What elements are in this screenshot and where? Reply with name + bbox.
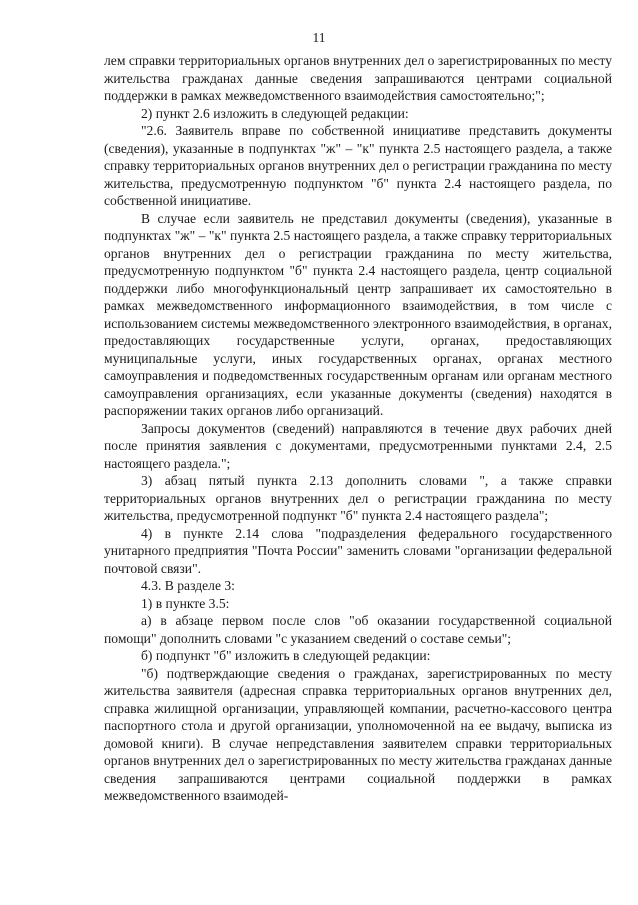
paragraph-continuation: лем справки территориальных органов внутренних дел о зарегистрированных по месту жительства гражданах данные сведения запрашиваются центрами социальной поддержки в рамках межведомственного взаимодействия самостоятельно;"; — [104, 53, 612, 103]
paragraph-subitem-b-text: "б) подтверждающие сведения о гражданах, зарегистрированных по месту жительства заявителя (адресная справка территориальных органов внутренних дел, справка жилищной организации, управляющей компании, расчетно-кассового центра паспортного стола и другой организации, уполномоченной на ее выдачу, выписка из домовой книги). В случае непредставления заявителем справки территориальных органов внутренних дел о зарегистрированных по месту жительства гражданах данные сведения запрашиваются центрами социальной поддержки в рамках межведомственного взаимодей- — [104, 665, 612, 803]
paragraph-item-1-3-5: 1) в пункте 3.5: — [141, 595, 230, 611]
page-number: 11 — [312, 30, 326, 45]
paragraph-clause-2-6: "2.6. Заявитель вправе по собственной инициативе представить документы (сведения), указанные в подпунктах "ж" – "к" пункта 2.5 настоящего раздела, а также справку территориальных органов внутренних дел о регистрации гражданина по месту жительства, предусмотренную подпунктом "б" пункта 2.4 настоящего раздела, по собственной инициативе. — [104, 123, 612, 208]
paragraph-requests-timing: Запросы документов (сведений) направляются в течение двух рабочих дней после принятия заявления с документами, предусмотренными пунктами 2.4, 2.5 настоящего раздела."; — [104, 420, 612, 471]
paragraph-item-3: 3) абзац пятый пункта 2.13 дополнить словами ", а также справки территориальных органов внутренних дел о регистрации гражданина по месту жительства, предусмотренной подпункт "б" пункта 2.4 настоящего раздела"; — [104, 473, 612, 523]
paragraph-item-4: 4) в пункте 2.14 слова "подразделения федерального государственного унитарного предприятия "Почта России" заменить словами "организации федеральной почтовой связи". — [104, 525, 612, 576]
paragraph-request-case: В случае если заявитель не представил документы (сведения), указанные в подпунктах "ж" – "к" пункта 2.5 настоящего раздела, а также справку территориальных органов внутренних дел о регистрации гражданина по месту жительства, предусмотренную подпунктом "б" пункта 2.4 настоящего раздела, центр социальной поддержки либо многофункциональный центр запрашивает их самостоятельно в рамках межведомственного информационного взаимодействия, в том числе с использованием системы межведомственного электронного взаимодействия, в органах, предоставляющих государственные услуги, органах, предоставляющих муниципальные услуги, иных государственных органах, органах местного самоуправления и подведомственных государственным органам или органам местного самоуправления организациях, если указанные документы (сведения) находятся в распоряжении таких органов либо организаций. — [104, 210, 612, 418]
paragraph-subitem-a: а) в абзаце первом после слов "об оказании государственной социальной помощи" дополнить словами "с указанием сведений о составе семьи"; — [104, 613, 612, 646]
paragraph-section-4-3: 4.3. В разделе 3: — [141, 578, 235, 593]
document-body — [104, 52, 612, 805]
paragraph-subitem-b: б) подпункт "б" изложить в следующей редакции: — [141, 648, 431, 663]
paragraph-item-2: 2) пункт 2.6 изложить в следующей редакции: — [141, 105, 409, 121]
